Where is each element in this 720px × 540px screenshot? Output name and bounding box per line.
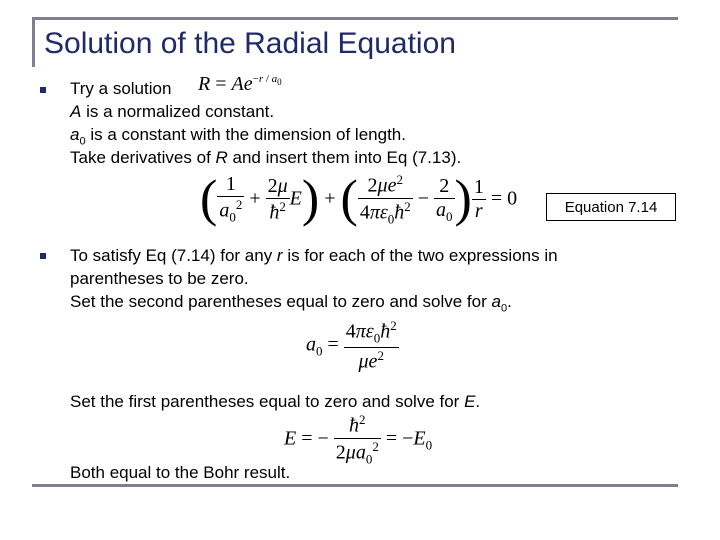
- bullet1-line2: A is a normalized constant.: [70, 102, 275, 121]
- frame-bottom-line: [32, 484, 678, 487]
- bullet-square-icon: [40, 87, 46, 93]
- bullet-square-icon: [40, 253, 46, 259]
- trial-solution-equation: $R = Ae^{-r / a_0}$: [198, 73, 282, 95]
- bullet1-line3: $a_0$ is a constant with the dimension of length.: [70, 125, 406, 148]
- equation-7-14: ( $\frac{1}{a_0^2}$ + $\frac{2\mu}{ħ^2}$ E) + ( $\frac{2\mu e^2}{4\pi\varepsilon_0ħ^2}$ − $\frac{2}{a_0}$ ) $\frac{1}{r}$ = 0: [200, 170, 518, 228]
- frame-left-line: [32, 17, 35, 67]
- bullet2-line1: To satisfy Eq (7.14) for any r is for each of the two expressions in: [70, 246, 558, 265]
- bullet2-line3: Set the second parentheses equal to zero and solve for $a_0$.: [70, 292, 512, 315]
- energy-instruction-line: Set the first parentheses equal to zero and solve for E.: [70, 392, 481, 411]
- bullet2-line2: parentheses to be zero.: [70, 269, 249, 288]
- bohr-radius-equation: $a_0$ = $\frac{4\pi\varepsilon_0ħ^2}{\mu e^2}$: [306, 318, 397, 373]
- slide-title: Solution of the Radial Equation: [44, 27, 456, 60]
- bohr-result-line: Both equal to the Bohr result.: [70, 463, 291, 482]
- frame-top-line: [32, 17, 678, 20]
- ground-energy-equation: E = − $\frac{ħ^2}{2\mu a_0^2}$ = $-E_0$: [284, 412, 433, 467]
- bullet1-line4: Take derivatives of R and insert them into Eq (7.13).: [70, 148, 462, 167]
- equation-label-box: Equation 7.14: [546, 193, 676, 221]
- bullet1-line1: Try a solution: [70, 79, 172, 98]
